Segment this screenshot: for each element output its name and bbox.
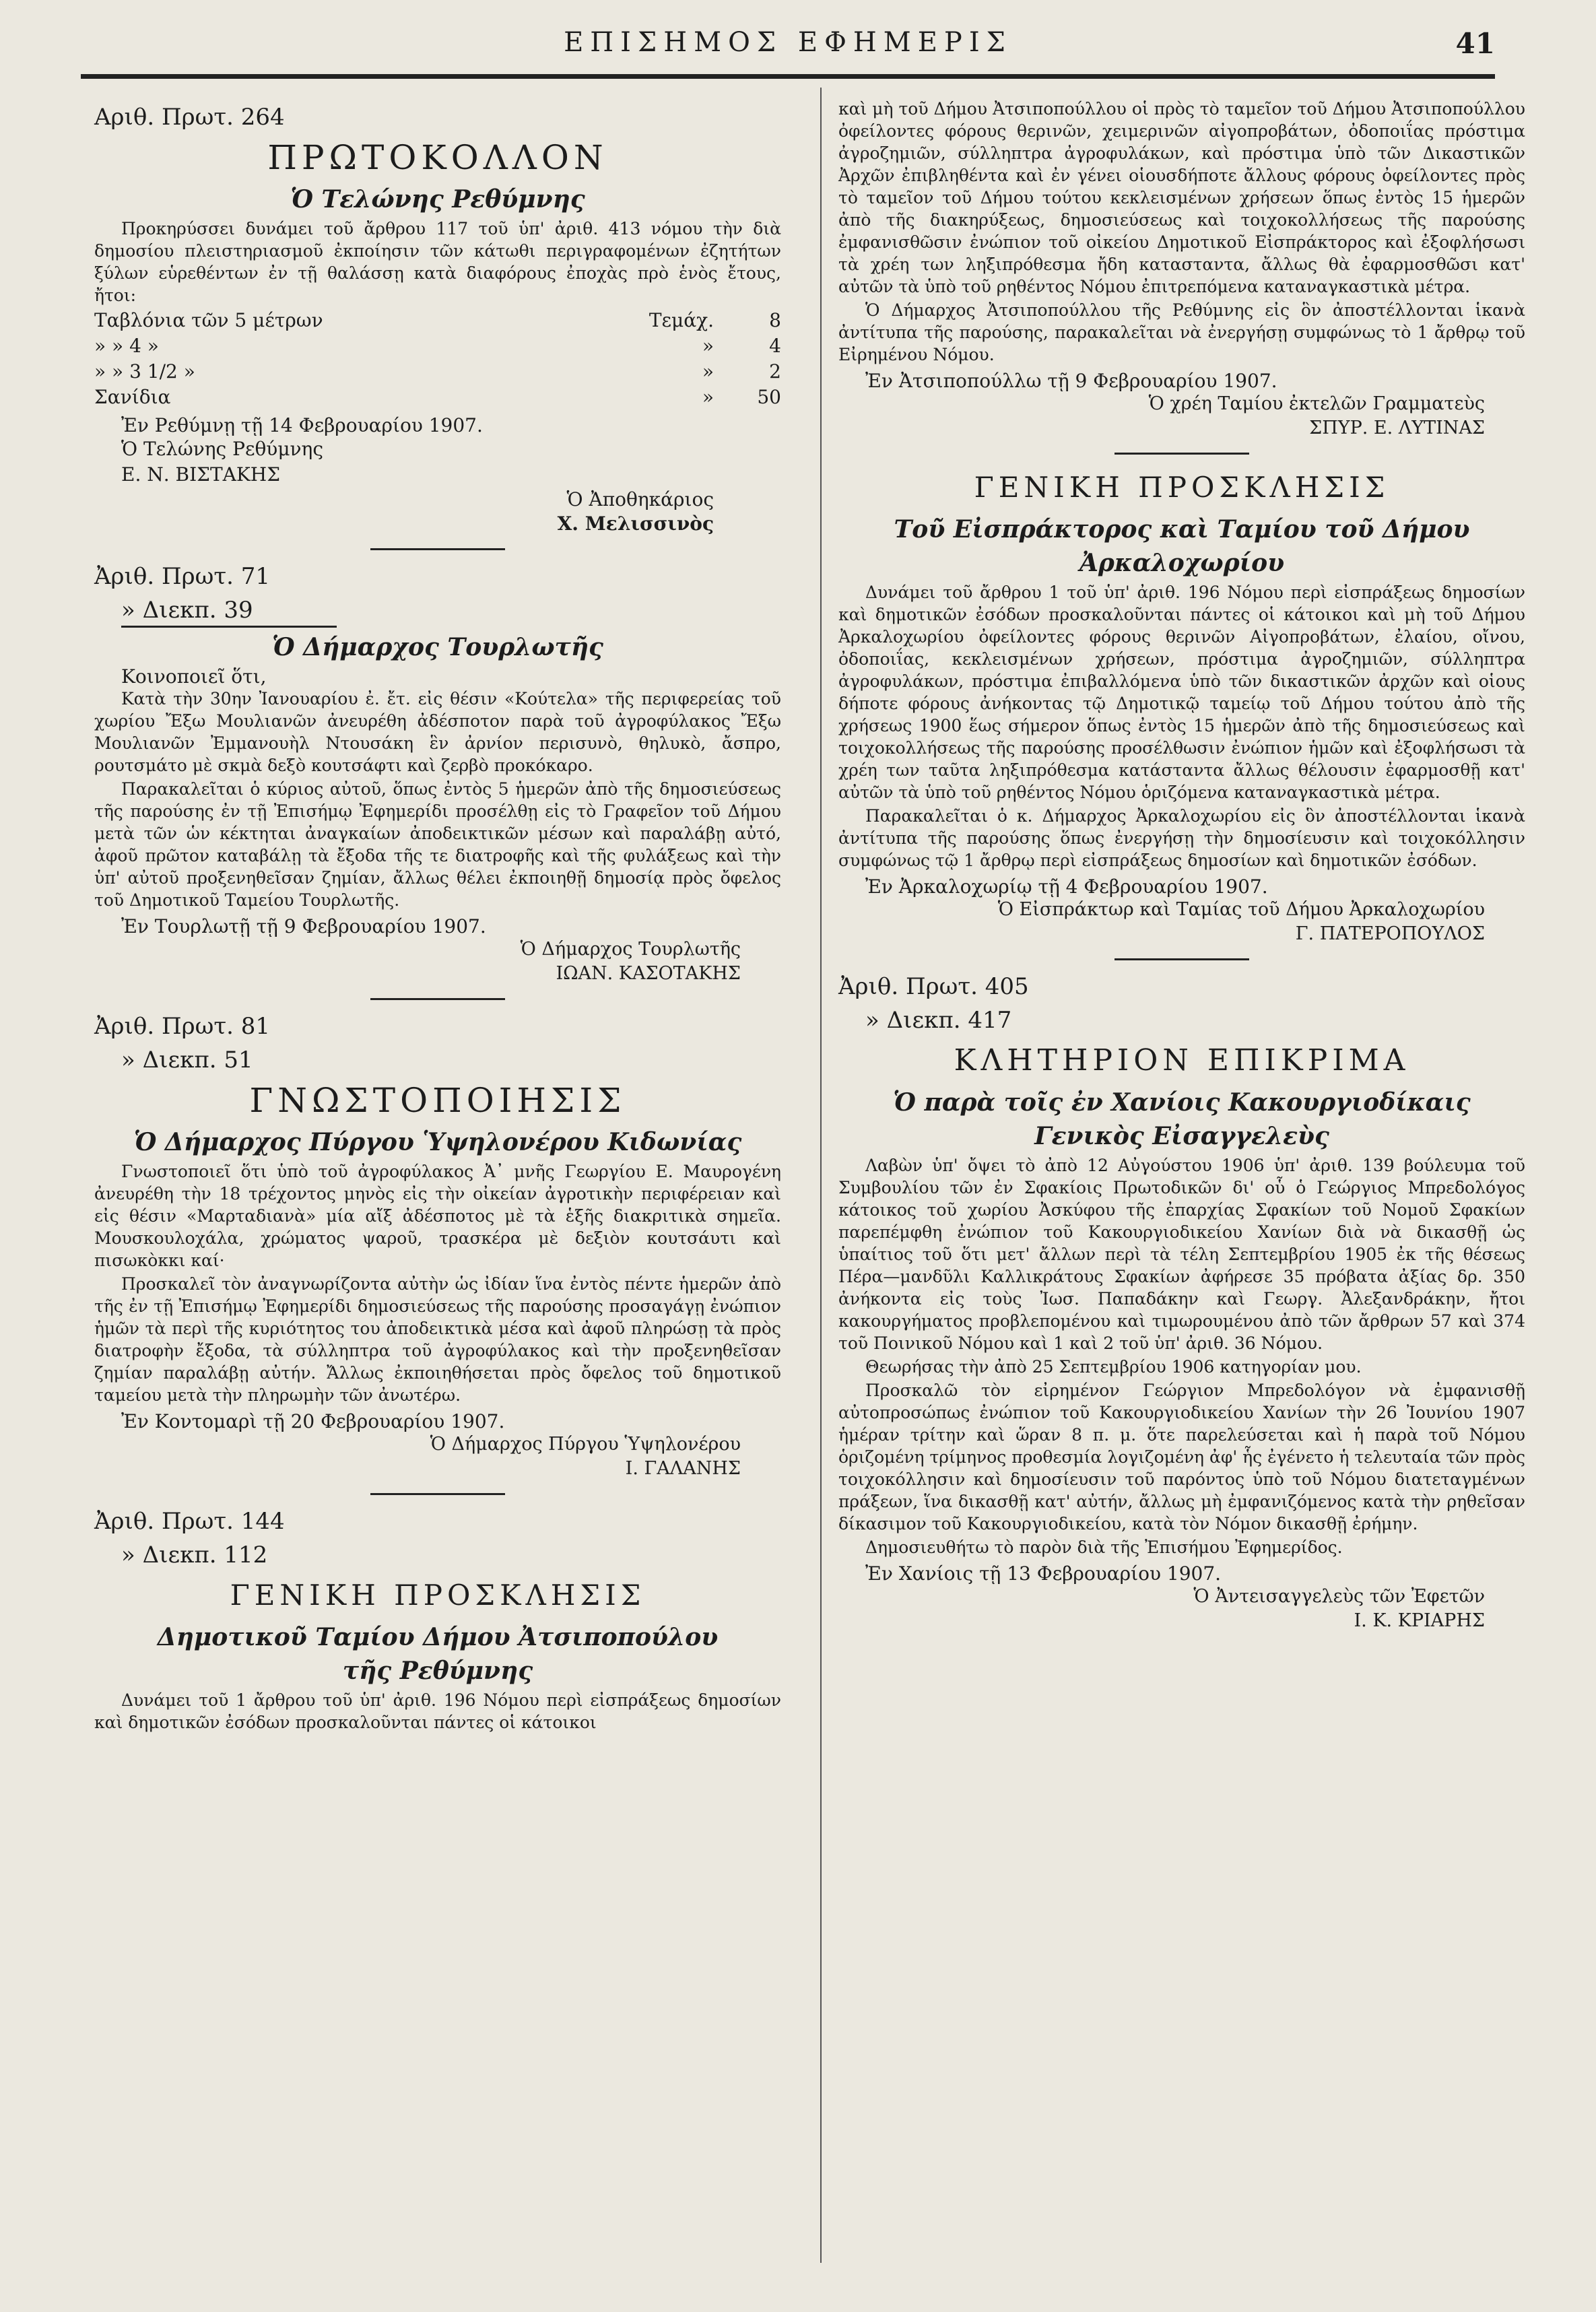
- notice-subtitle: Τοῦ Εἰσπράκτορος καὶ Ταμίου τοῦ Δήμου: [894, 515, 1470, 543]
- signature-role-2: Ὁ Ἀποθηκάριος: [566, 488, 714, 510]
- notice-date: Ἐν Ρεθύμνῃ τῇ 14 Φεβρουαρίου 1907.: [121, 414, 483, 436]
- left-column: [94, 98, 781, 1735]
- notice-title: ΠΡΩΤΟΚΟΛΛΟΝ: [267, 138, 608, 177]
- protocol-number: Ἀριθ. Πρωτ. 405: [838, 973, 1029, 1000]
- header-rule: [81, 74, 1495, 79]
- separator: [1115, 958, 1249, 960]
- table-row: Ταβλόνια τῶν 5 μέτρων Τεμάχ. 8: [94, 309, 781, 331]
- notice-atsipopoulo-continued: [838, 98, 1525, 455]
- signature-name: Ι. Κ. ΚΡΙΑΡΗΣ: [1354, 1610, 1485, 1631]
- signature-role: Ὁ Ἀντεισαγγελεὺς τῶν Ἐφετῶν: [1193, 1586, 1485, 1607]
- table-row: » » 3 1/2 » » 2: [94, 360, 781, 383]
- notice-body-2: Παρακαλεῖται ὁ κύριος αὐτοῦ, ὅπως ἐντὸς 5 ἡμερῶν ἀπὸ τῆς δημοσιεύσεως τῆς παρούσης ἐν τῇ Ἐπισήμῳ Ἐφημερίδι προσέλθῃ εἰς τὸ Γραφεῖον τοῦ Δήμου μετὰ τῶν ὡν κέκτηται ἀναγκαίων ἀποδεικτικῶν μέσων καὶ παραλάβῃ αὐτό, ἀφοῦ πρῶτον καταβάλῃ τὰ ἔξοδα τῆς τε διατροφῆς καὶ τῆς φυλάξεως καὶ τὴν ὑπ' αὐτοῦ προξενηθεῖσαν ζημίαν, ἄλλως θέλει ἐκποιηθῇ δημοσίᾳ πρὸς ὄφελος τοῦ Δημοτικοῦ Ταμείου Τουρλωτῆς.: [94, 779, 781, 910]
- notice-date: Ἐν Κοντομαρὶ τῇ 20 Φεβρουαρίου 1907.: [121, 1410, 505, 1432]
- notice-lead: Κοινοποιεῖ ὅτι,: [121, 665, 267, 688]
- timber-table: [94, 308, 781, 410]
- notice-body: Προκηρύσσει δυνάμει τοῦ ἄρθρου 117 τοῦ ὑπ' ἀριθ. 413 νόμου τὴν διὰ δημοσίου πλειστηριασμοῦ ἐκποίησιν τῶν κάτωθι περιγραφομένων ἐζητήτων ξύλων εὑρεθέντων ἐν τῇ θαλάσσῃ κατὰ διαφόρους ἐποχὰς πρὸ ἑνὸς ἔτους, ἤτοι:: [94, 219, 781, 305]
- signature-name: ΣΠΥΡ. Ε. ΛΥΤΙΝΑΣ: [1309, 418, 1485, 438]
- column-divider: [820, 88, 822, 2263]
- notice-body: Δυνάμει τοῦ ἄρθρου 1 τοῦ ὑπ' ἀριθ. 196 Νόμου περὶ εἰσπράξεως δημοσίων καὶ δημοτικῶν ἐσόδων προσκαλοῦνται πάντες οἱ κάτοικοι καὶ μὴ τοῦ Δήμου Ἀρκαλοχωρίου ὀφείλοντες φόρους θερινῶν Αἰγοπροβάτων, ἐλαίου, οἴνου, ὀδοποιΐας, κεκλεισμένων χρήσεων, πρόστιμα ἀγροζημιῶν, σύλληπτρα ἀγροφυλάκων, πρόστιμα ἐπιβαλλόμενα ὑπὸ τῶν δικαστικῶν ἀρχῶν καὶ οἱους δήποτε φόρους ἀνήκοντας τῷ Δημοτικῷ ταμείῳ τοῦ Δήμου τούτου ἀπὸ τῆς χρήσεως 1900 ἕως σήμερον ὅπως ἐντὸς 15 ἡμερῶν ἀπὸ τῆς δημοσιεύσεως καὶ τοιχοκολλήσεως τῆς παρούσης προσέλθωσιν ἐνώπιον ἡμῶν καὶ ἐξοφλήσωσι τὰ χρέη των ταῦτα ληξιπρόθεσμα κατάσταντα ἄλλως θέλουσιν ἐφαρμοσθῇ κατ' αὐτῶν τὰ ὑπὸ τοῦ ρηθέντος Νόμου ὁριζόμενα καταναγκαστικὰ μέτρα.: [838, 583, 1525, 802]
- signature-name: Γ. ΠΑΤΕΡΟΠΟΥΛΟΣ: [1295, 923, 1485, 944]
- dispatch-number: » Διεκπ. 417: [865, 1007, 1012, 1034]
- notice-title: ΓΝΩΣΤΟΠΟΙΗΣΙΣ: [249, 1081, 626, 1120]
- notice-tourlotis-mayor: [94, 562, 781, 1000]
- notice-subtitle: Ὁ Δήμαρχος Πύργου Ὑψηλονέρου Κιδωνίας: [133, 1128, 742, 1156]
- ref-underline: [121, 626, 337, 628]
- protocol-number: Ἀριθ. Πρωτ. 81: [94, 1013, 271, 1040]
- signature-role: Ὁ χρέη Ταμίου ἐκτελῶν Γραμματεὺς: [1148, 393, 1485, 414]
- notice-date: Ἐν Χανίοις τῇ 13 Φεβρουαρίου 1907.: [865, 1562, 1222, 1585]
- signature-name: ΙΩΑΝ. ΚΑΣΟΤΑΚΗΣ: [556, 963, 741, 984]
- notice-body: καὶ μὴ τοῦ Δήμου Ἀτσιποπούλλου οἱ πρὸς τὸ ταμεῖον τοῦ Δήμου Ἀτσιποπούλλου ὀφείλοντες φόρους θερινῶν, χειμερινῶν αἰγοπροβάτων, ὀδοποιΐας πρόστιμα ἀγροζημιῶν, σύλληπτρα ἀγροφυλάκων, καὶ πρόστιμα ὑπὸ τῶν Δικαστικῶν Ἀρχῶν ἐπιβληθέντα καὶ ἐν γένει οἱουσδήποτε ἄλλους φόρους ὀφείλοντες πρὸς τὸ ταμεῖον τοῦ Δήμου τούτου κεκλεισμένων χρήσεων ὅπως ἐντὸς 15 ἡμερῶν ἀπὸ τῆς διακηρύξεως, δημοσιεύσεως καὶ τοιχοκολλήσεως τῆς παρούσης ἐμφανισθῶσιν ἐνώπιον τοῦ οἰκείου Δημοτικοῦ Εἰσπράκτορος καὶ ἐξοφλήσωσι τὰ χρέη των ληξιπρόθεσμα ἤδη κατασταντα, ἄλλως θὰ ἐφαρμοσθῶσι κατ' αὐτῶν τὰ ὑπὸ τοῦ ρηθέντος Νόμου ἐπιτρεπόμενα καταναγκαστικὰ μέτρα.: [838, 99, 1525, 296]
- signature-role: Ὁ Δήμαρχος Τουρλωτῆς: [520, 939, 741, 960]
- notice-summons: [838, 972, 1525, 1633]
- notice-customs-protocol: [94, 103, 781, 550]
- notice-date: Ἐν Τουρλωτῇ τῇ 9 Φεβρουαρίου 1907.: [121, 915, 486, 937]
- notice-subtitle-2: τῆς Ρεθύμνης: [342, 1657, 533, 1685]
- signature-role: Ὁ Εἰσπράκτωρ καὶ Ταμίας τοῦ Δήμου Ἀρκαλοχωρίου: [997, 899, 1485, 920]
- notice-atsipopoulo-treasurer: [94, 1507, 781, 1733]
- separator: [370, 998, 505, 1000]
- notice-body-2: Προσκαλεῖ τὸν ἀναγνωρίζοντα αὐτὴν ὡς ἰδίαν ἵνα ἐντὸς πέντε ἡμερῶν ἀπὸ τῆς ἐν τῇ Ἐπισήμῳ Ἐφημερίδι δημοσιεύσεως τῆς παρούσης προσαγάγῃ ἐνώπιον ἡμῶν τὰ περὶ τῆς κυριότητος του ἀποδεικτικὰ μέσα καὶ ἀφοῦ πληρώσῃ τὰ πρὸς διατροφὴν ἔξοδα, τὰ σύλληπτρα τοῦ ἀγροφύλακος καὶ τὴν προξενηθεῖσαν ζημίαν παραλάβῃ αὐτήν. Ἄλλως ἐκποιηθήσεται πρὸς ὄφελος τοῦ δημοτικοῦ ταμείου μετὰ τὴν πληρωμὴν τῶν ἀνωτέρω.: [94, 1274, 781, 1405]
- notice-subtitle: Ὁ παρὰ τοῖς ἐν Χανίοις Κακουργιοδίκαις: [893, 1088, 1471, 1117]
- notice-subtitle-2: Γενικὸς Εἰσαγγελεὺς: [1034, 1122, 1329, 1150]
- table-row: » » 4 » » 4: [94, 335, 781, 357]
- notice-body: Γνωστοποιεῖ ὅτι ὑπὸ τοῦ ἀγροφύλακος Ἀ᾽ μνῆς Γεωργίου Ε. Μαυρογένη ἀνευρέθη τὴν 18 τρέχοντος μηνὸς εἰς τὴν οἰκείαν ἀγροτικὴν περιφέρειαν καὶ εἰς θέσιν «Μαρταδιανὰ» μία αἴξ ἀδέσποτος μὲ τὰ ἑξῆς διακριτικὰ σημεῖα. Μουσκουλοχάλα, χρώματος ψαροῦ, τρασκέρα μὲ δεξιὸν κουτσάυτι καὶ πισωκὸκκι καί·: [94, 1162, 781, 1270]
- dispatch-number: » Διεκπ. 51: [121, 1047, 253, 1074]
- notice-subtitle-2: Ἀρκαλοχωρίου: [1079, 549, 1285, 577]
- masthead: [81, 27, 1495, 67]
- notice-title: ΓΕΝΙΚΗ ΠΡΟΣΚΛΗΣΙΣ: [974, 471, 1390, 504]
- protocol-number: Ἀριθ. Πρωτ. 144: [94, 1508, 285, 1535]
- right-column: [838, 98, 1525, 1633]
- notice-arkalochori-treasurer: [838, 467, 1525, 960]
- signature-name: Ι. ΓΑΛΑΝΗΣ: [625, 1458, 741, 1479]
- notice-date: Ἐν Ἀρκαλοχωρίῳ τῇ 4 Φεβρουαρίου 1907.: [865, 876, 1268, 898]
- separator: [370, 1493, 505, 1495]
- separator: [1115, 453, 1249, 455]
- notice-title: ΚΛΗΤΗΡΙΟΝ ΕΠΙΚΡΙΜΑ: [954, 1043, 1410, 1078]
- notice-body: Λαβὼν ὑπ' ὄψει τὸ ἀπὸ 12 Αὐγούστου 1906 ὑπ' ἀριθ. 139 βούλευμα τοῦ Συμβουλίου τῶν ἐν Σφακίοις Πρωτοδικῶν δι' οὗ ὁ Γεώργιος Μπρεδολόγος κάτοικος τοῦ χωρίου Ἀσκύφου τῆς ἐπαρχίας Σφακίων τοῦ Νομοῦ Σφακίων παρεπέμφθη ἐνώπιον τοῦ Κακουργιοδικείου Χανίων διὰ νὰ δικασθῇ ὡς ὑπαίτιος τοῦ ὅτι μετ' ἄλλων περὶ τὰ τέλη Σεπτεμβρίου 1905 ἐκ τῆς θέσεως Πέρα—μανδῦλι Καλλικράτους Σφακίων ἀφήρεσε 35 πρόβατα ἀξίας δρ. 350 ἀνήκοντα εἰς τοὺς Ἰωσ. Παπαδάκην καὶ Γεωργ. Ἀλεξανδράκην, ἤτοι κακουργήματος προβλεπομένου καὶ τιμωρουμένου ἀπὸ τῶν ἄρθρων 57 καὶ 374 τοῦ Ποινικοῦ Νόμου καὶ 1 καὶ 2 τοῦ ὑπ' ἀριθ. 36 Νόμου.: [838, 1156, 1525, 1353]
- notice-body-2: Παρακαλεῖται ὁ κ. Δήμαρχος Ἀρκαλοχωρίου εἰς ὃν ἀποστέλλονται ἱκανὰ ἀντίτυπα τῆς παρούσης ὅπως ἐνεργήσῃ τὴν δημοσίευσιν καὶ τοιχοκόλλησιν συμφώνως τῷ 1 ἄρθρῳ περὶ εἰσπράξεως δημοσίων καὶ δημοτικῶν ἐσόδων.: [838, 806, 1525, 870]
- signature-role: Ὁ Τελώνης Ρεθύμνης: [121, 438, 324, 460]
- newspaper-title: ΕΠΙΣΗΜΟΣ ΕΦΗΜΕΡΙΣ: [564, 27, 1012, 58]
- separator: [370, 548, 505, 550]
- notice-body: Δυνάμει τοῦ 1 ἄρθρου τοῦ ὑπ' ἀριθ. 196 Νόμου περὶ εἰσπράξεως δημοσίων καὶ δημοτικῶν ἐσόδων προσκαλοῦνται πάντες οἱ κάτοικοι: [94, 1690, 781, 1732]
- notice-subtitle: Ὁ Τελώνης Ρεθύμνης: [290, 185, 585, 213]
- dispatch-number: » Διεκπ. 39: [121, 597, 253, 624]
- notice-title: ΓΕΝΙΚΗ ΠΡΟΣΚΛΗΣΙΣ: [230, 1579, 646, 1612]
- notice-date: Ἐν Ἀτσιποπούλλω τῇ 9 Φεβρουαρίου 1907.: [865, 370, 1277, 392]
- page-number: 41: [1455, 27, 1495, 60]
- signature-name-2: Χ. Μελισσινὸς: [557, 513, 714, 535]
- notice-body-2: Ὁ Δήμαρχος Ἀτσιποπούλλου τῆς Ρεθύμνης εἰς ὃν ἀποστέλλονται ἱκανὰ ἀντίτυπα τῆς παρούσης, παρακαλεῖται νὰ ἐνεργήσῃ συμφώνως τὸ 1 ἄρθρῳ τοῦ Εἰρημένου Νόμου.: [838, 300, 1525, 364]
- notice-body: Κατὰ τὴν 30ην Ἰανουαρίου ἐ. ἔτ. εἰς θέσιν «Κούτελα» τῆς περιφερείας τοῦ χωρίου Ἔξω Μουλιανῶν ἀνευρέθη ἀδέσποτον παρὰ τοῦ ἀγροφύλακος Ἔξω Μουλιανῶν Ἐμμανουὴλ Ντουσάκη ἓν ἀρνίον περισυνὸ, θηλυκὸ, ἄσπρο, ρουτσμάτο μὲ σκμὰ δεξὸ κουτσάφτι καὶ ζερβὸ προκόκαρο.: [94, 689, 781, 775]
- notice-subtitle: Δημοτικοῦ Ταμίου Δήμου Ἀτσιποπούλου: [157, 1623, 719, 1651]
- protocol-number: Αριθ. Πρωτ. 264: [94, 104, 285, 131]
- notice-title: Ὁ Δήμαρχος Τουρλωτῆς: [272, 633, 603, 661]
- dispatch-number: » Διεκπ. 112: [121, 1542, 268, 1568]
- signature-role: Ὁ Δήμαρχος Πύργου Ὑψηλονέρου: [430, 1434, 741, 1455]
- notice-body-2: Θεωρήσας τὴν ἀπὸ 25 Σεπτεμβρίου 1906 κατηγορίαν μου.: [865, 1357, 1362, 1377]
- notice-pyrgos-mayor: [94, 1012, 781, 1495]
- table-row: Σανίδια » 50: [94, 386, 781, 408]
- signature-name: Ε. Ν. ΒΙΣΤΑΚΗΣ: [121, 463, 281, 486]
- notice-body-4: Δημοσιευθήτω τὸ παρὸν διὰ τῆς Ἐπισήμου Ἐφημερίδος.: [865, 1538, 1343, 1557]
- notice-body-3: Προσκαλῶ τὸν εἰρημένον Γεώργιον Μπρεδολόγον νὰ ἐμφανισθῇ αὐτοπροσώπως ἐνώπιον τοῦ Κακουργιοδικείου Χανίων τὴν 26 Ἰουνίου 1907 ἡμέραν τρίτην καὶ ὥραν 8 π. μ. ὅτε παρελεύσεται καὶ ἡ παρὰ τοῦ Νόμου ὁριζομένη τρίμηνος προθεσμία λογιζομένη ἀφ' ἧς ἐγένετο ἡ τελευταία τῶν πρὸς τοιχοκόλλησιν καὶ δημοσίευσιν τοῦ παρόντος ὑπὸ τοῦ Νόμου διατεταγμένων πράξεων, ἵνα δικασθῇ κατ' αὐτήν, ἄλλως μὴ ἐμφανιζόμενος κατὰ τὴν ρηθεῖσαν δίκασιμον τοῦ Κακουργιοδικείου, κατὰ τὸν Νόμον δικασθῇ ἐρήμην.: [838, 1381, 1525, 1533]
- protocol-number: Ἀριθ. Πρωτ. 71: [94, 563, 271, 590]
